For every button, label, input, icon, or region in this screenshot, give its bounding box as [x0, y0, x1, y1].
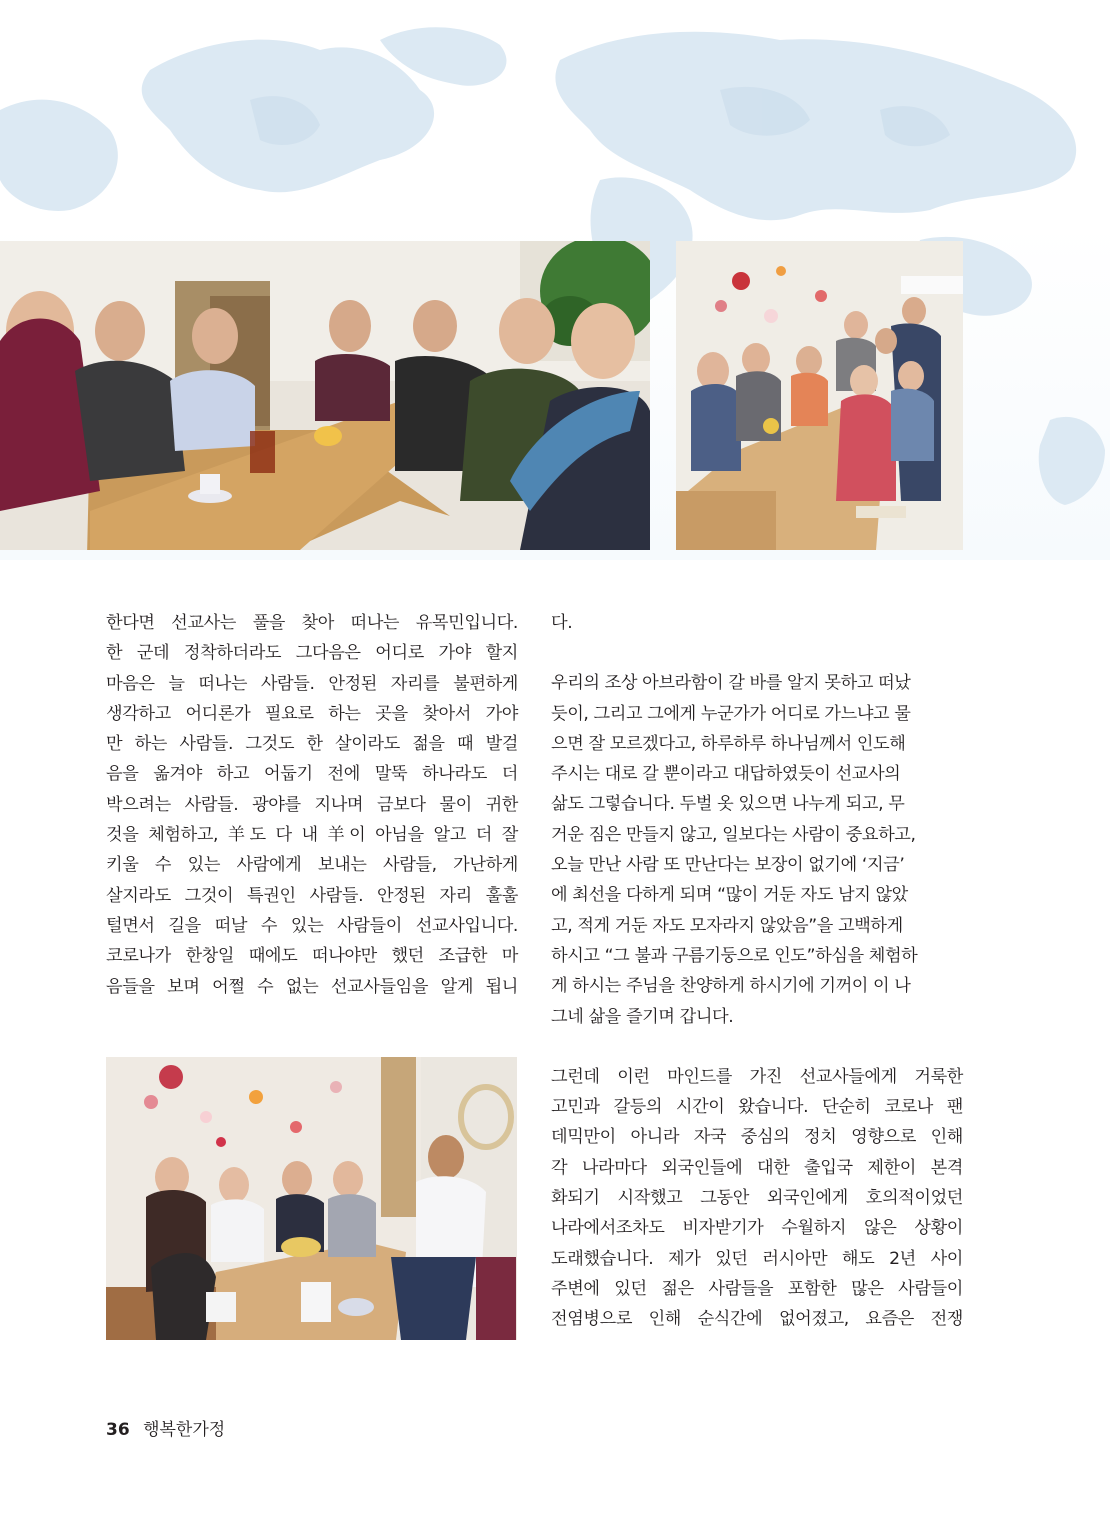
right-paragraph-1: [551, 608, 963, 638]
photo-icon: [0, 241, 650, 550]
text-line: 도래했습니다. 제가 있던 러시아만 해도 2년 사이: [551, 1248, 963, 1269]
text-line: 털면서 길을 떠날 수 있는 사람들이 선교사입니다.: [106, 915, 518, 936]
text-line: 게 하시는 주님을 찬양하게 하시기에 기꺼이 이 나: [551, 976, 911, 997]
text-line: 우리의 조상 아브라함이 갈 바를 알지 못하고 떠났: [551, 673, 911, 694]
text-line: 나라에서조차도 비자받기가 수월하지 않은 상황이: [551, 1218, 963, 1239]
left-column-text: [106, 608, 518, 1002]
text-line: 마음은 늘 떠나는 사람들. 안정된 자리를 불편하게: [106, 673, 518, 694]
text-line: 키울 수 있는 사람에게 보내는 사람들, 가난하게: [106, 855, 518, 876]
text-line: 주변에 있던 젊은 사람들을 포함한 많은 사람들이: [551, 1278, 963, 1299]
text-line: 삶도 그렇습니다. 두벌 옷 있으면 나누게 되고, 무: [551, 794, 905, 815]
text-line: 오늘 만난 사람 또 만난다는 보장이 없기에 ‘지금’: [551, 855, 905, 876]
text-line: 만 하는 사람들. 그것도 한 살이라도 젊을 때 발걸: [106, 734, 518, 755]
right-paragraph-3: [551, 1062, 963, 1335]
text-line: 으면 잘 모르겠다고, 하루하루 하나님께서 인도해: [551, 733, 906, 754]
text-line: 고민과 갈등의 시간이 왔습니다. 단순히 코로나 팬: [551, 1097, 963, 1118]
text-line: 데믹만이 아니라 자국 중심의 정치 영향으로 인해: [551, 1127, 963, 1148]
photo-icon: [676, 241, 963, 550]
text-line: 고, 적게 거둔 자도 모자라지 않았음”을 고백하게: [551, 915, 903, 936]
right-column-text: [551, 608, 963, 1335]
text-line: 그런데 이런 마인드를 가진 선교사들에게 거룩한: [551, 1066, 963, 1087]
text-line: 듯이, 그리고 그에게 누군가가 어디로 가느냐고 물: [551, 703, 911, 724]
group-photo-toast-top-right: [676, 241, 963, 550]
text-line: 각 나라마다 외국인들에 대한 출입국 제한이 본격: [551, 1157, 963, 1178]
text-line: 살지라도 그것이 특권인 사람들. 안정된 자리 훌훌: [106, 885, 518, 906]
text-line: 그네 삶을 즐기며 갑니다.: [551, 1006, 734, 1027]
photo-icon: [106, 1057, 517, 1340]
magazine-title: 행복한가정: [143, 1420, 226, 1440]
group-photo-bottom-left: [106, 1057, 517, 1340]
text-line: 박으려는 사람들. 광야를 지나며 금보다 물이 귀한: [106, 794, 518, 815]
page-footer: [106, 1415, 225, 1440]
left-paragraph: [106, 608, 518, 1002]
text-line: 하시고 “그 불과 구름기둥으로 인도”하심을 체험하: [551, 945, 918, 966]
text-line: 음들을 보며 어쩔 수 없는 선교사들임을 알게 됩니: [106, 976, 518, 997]
text-line: 전염병으로 인해 순식간에 없어졌고, 요즘은 전쟁: [551, 1309, 963, 1330]
text-line: 코로나가 한창일 때에도 떠나야만 했던 조급한 마: [106, 946, 518, 967]
text-line: 음을 옮겨야 하고 어둡기 전에 말뚝 하나라도 더: [106, 764, 518, 785]
text-line: 주시는 대로 갈 뿐이라고 대답하였듯이 선교사의: [551, 764, 901, 785]
text-line: 한 군데 정착하더라도 그다음은 어디로 가야 할지: [106, 643, 518, 664]
text-line: 에 최선을 다하게 되며 “많이 거둔 자도 남지 않았: [551, 885, 908, 906]
group-photo-table-top-left: [0, 241, 650, 550]
text-line: 생각하고 어디론가 필요로 하는 곳을 찾아서 가야: [106, 703, 518, 724]
text-line: 것을 체험하고, 羊도 다 내 羊이 아님을 알고 더 잘: [106, 825, 518, 846]
text-line: 거운 짐은 만들지 않고, 일보다는 사람이 중요하고,: [551, 824, 916, 845]
page-number: 36: [106, 1420, 130, 1440]
text-line: 다.: [551, 613, 573, 633]
right-paragraph-2: [551, 668, 963, 1032]
text-line: 화되기 시작했고 그동안 외국인에게 호의적이었던: [551, 1188, 963, 1209]
text-line: 한다면 선교사는 풀을 찾아 떠나는 유목민입니다.: [106, 613, 518, 633]
